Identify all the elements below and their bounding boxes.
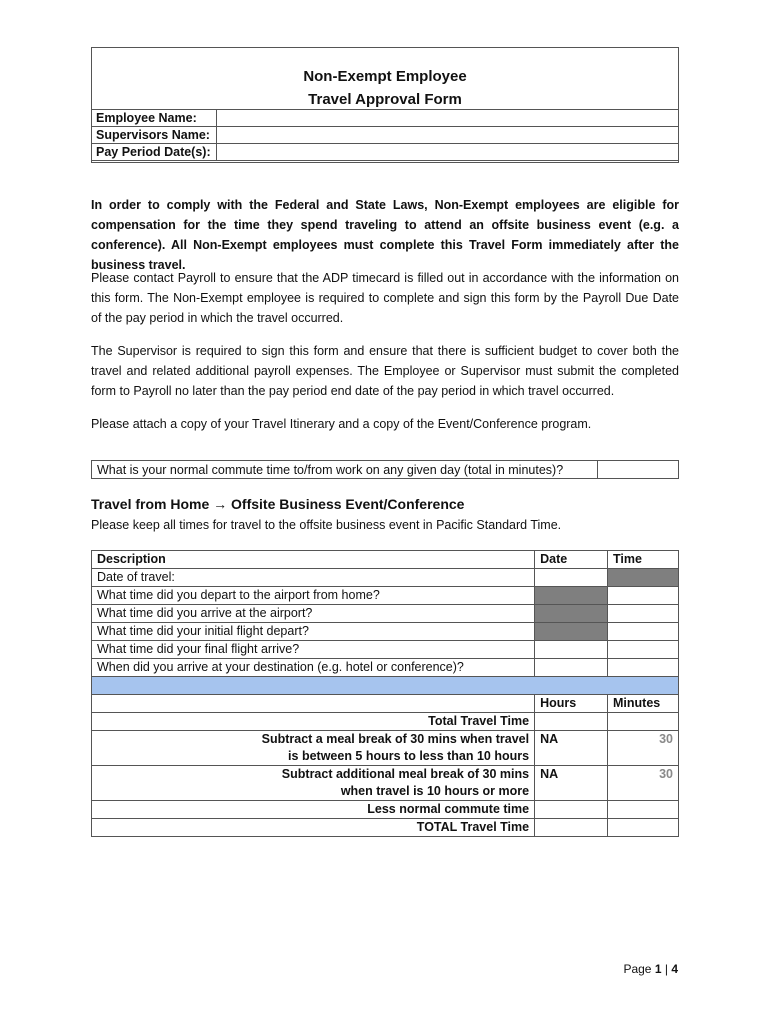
employee-name-label: Employee Name: xyxy=(92,110,217,127)
meal-break-2-line1: Subtract additional meal break of 30 mins xyxy=(281,767,530,781)
initial-flight-time-field[interactable] xyxy=(608,623,679,641)
table-row xyxy=(92,659,679,677)
meal-break-2-label xyxy=(92,766,535,801)
section-heading: Travel from Home → Offsite Business Event/Conference xyxy=(91,496,465,512)
initial-flight-date-disabled xyxy=(535,623,608,641)
totals-header-spacer xyxy=(92,695,535,713)
date-of-travel-date-field[interactable] xyxy=(535,569,608,587)
less-commute-minutes-field[interactable] xyxy=(608,801,679,819)
date-header: Date xyxy=(535,551,608,569)
meal-break-1-line1: Subtract a meal break of 30 mins when travel xyxy=(261,732,530,746)
table-row xyxy=(92,713,679,731)
meal-break-1-line2: is between 5 hours to less than 10 hours xyxy=(288,749,530,763)
page-label: Page xyxy=(623,962,652,976)
total-travel-minutes-field[interactable] xyxy=(608,713,679,731)
table-row xyxy=(92,731,679,766)
commute-question: What is your normal commute time to/from work on any given day (total in minutes)? xyxy=(92,461,598,479)
form-title-line1: Non-Exempt Employee xyxy=(303,68,467,85)
supervisor-name-field[interactable] xyxy=(217,127,679,144)
arrive-destination-time-field[interactable] xyxy=(608,659,679,677)
depart-home-time-field[interactable] xyxy=(608,587,679,605)
time-header: Time xyxy=(608,551,679,569)
supervisor-paragraph: The Supervisor is required to sign this form and ensure that there is sufficient budget to cover both the travel and related additional payroll expenses. The Employee or Supervisor must submit the completed form to Payroll no later than the pay period end date of the pay period in which travel occurred. xyxy=(91,344,679,398)
attach-paragraph: Please attach a copy of your Travel Itinerary and a copy of the Event/Conference program. xyxy=(91,417,592,431)
arrive-destination-date-field[interactable] xyxy=(535,659,608,677)
page-total: 4 xyxy=(671,962,678,976)
table-row xyxy=(92,569,679,587)
less-commute-hours-field[interactable] xyxy=(535,801,608,819)
arrive-airport-date-disabled xyxy=(535,605,608,623)
hours-header: Hours xyxy=(535,695,608,713)
totals-header-row xyxy=(92,695,679,713)
row-final-flight: What time did your final flight arrive? xyxy=(92,641,535,659)
total-final-hours-field[interactable] xyxy=(535,819,608,837)
meal-break-2-minutes: 30 xyxy=(608,766,679,801)
table-row xyxy=(92,641,679,659)
table-row xyxy=(92,819,679,837)
commute-input[interactable] xyxy=(598,461,679,479)
table-row xyxy=(92,801,679,819)
page-number xyxy=(623,962,678,976)
final-flight-date-field[interactable] xyxy=(535,641,608,659)
table-header-row xyxy=(92,551,679,569)
commute-table xyxy=(91,460,679,479)
arrive-airport-time-field[interactable] xyxy=(608,605,679,623)
section-subtext: Please keep all times for travel to the offsite business event in Pacific Standard Time. xyxy=(91,518,562,532)
travel-table xyxy=(91,550,679,837)
payroll-paragraph: Please contact Payroll to ensure that the ADP timecard is filled out in accordance with the information on this form. The Non-Exempt employee is required to complete and sign this form by the Payroll Due Date of the pay period in which the travel occurred. xyxy=(91,271,679,325)
minutes-header: Minutes xyxy=(608,695,679,713)
row-depart-home: What time did you depart to the airport from home? xyxy=(92,587,535,605)
pay-period-field[interactable] xyxy=(217,144,679,161)
total-final-label: TOTAL Travel Time xyxy=(92,819,535,837)
meal-break-2-hours: NA xyxy=(535,766,608,801)
row-date-of-travel: Date of travel: xyxy=(92,569,535,587)
row-initial-flight: What time did your initial flight depart? xyxy=(92,623,535,641)
supervisor-name-label: Supervisors Name: xyxy=(92,127,217,144)
total-travel-hours-field[interactable] xyxy=(535,713,608,731)
table-row xyxy=(92,623,679,641)
total-final-minutes-field[interactable] xyxy=(608,819,679,837)
depart-home-date-disabled xyxy=(535,587,608,605)
table-row xyxy=(92,587,679,605)
meal-break-1-hours: NA xyxy=(535,731,608,766)
meal-break-1-minutes: 30 xyxy=(608,731,679,766)
employee-info-table xyxy=(91,109,679,161)
form-title-line2: Travel Approval Form xyxy=(308,91,462,108)
page-current: 1 xyxy=(654,962,662,976)
separator-row xyxy=(92,677,679,695)
total-travel-time-label: Total Travel Time xyxy=(92,713,535,731)
page-separator: | xyxy=(664,962,668,976)
row-arrive-destination: When did you arrive at your destination (e.g. hotel or conference)? xyxy=(92,659,535,677)
less-commute-label: Less normal commute time xyxy=(92,801,535,819)
description-header: Description xyxy=(92,551,535,569)
meal-break-2-line2: when travel is 10 hours or more xyxy=(340,784,530,798)
date-of-travel-time-disabled xyxy=(608,569,679,587)
form-header xyxy=(91,47,679,163)
row-arrive-airport: What time did you arrive at the airport? xyxy=(92,605,535,623)
final-flight-time-field[interactable] xyxy=(608,641,679,659)
blue-separator xyxy=(92,677,679,695)
employee-name-field[interactable] xyxy=(217,110,679,127)
meal-break-1-label xyxy=(92,731,535,766)
table-row xyxy=(92,605,679,623)
table-row xyxy=(92,766,679,801)
pay-period-label: Pay Period Date(s): xyxy=(92,144,217,161)
intro-paragraph: In order to comply with the Federal and State Laws, Non-Exempt employees are eligible for compensation for the time they spend traveling to attend an offsite business event (e.g. a conference). All Non-Exempt employees must complete this Travel Form immediately after the business travel. xyxy=(91,198,679,272)
